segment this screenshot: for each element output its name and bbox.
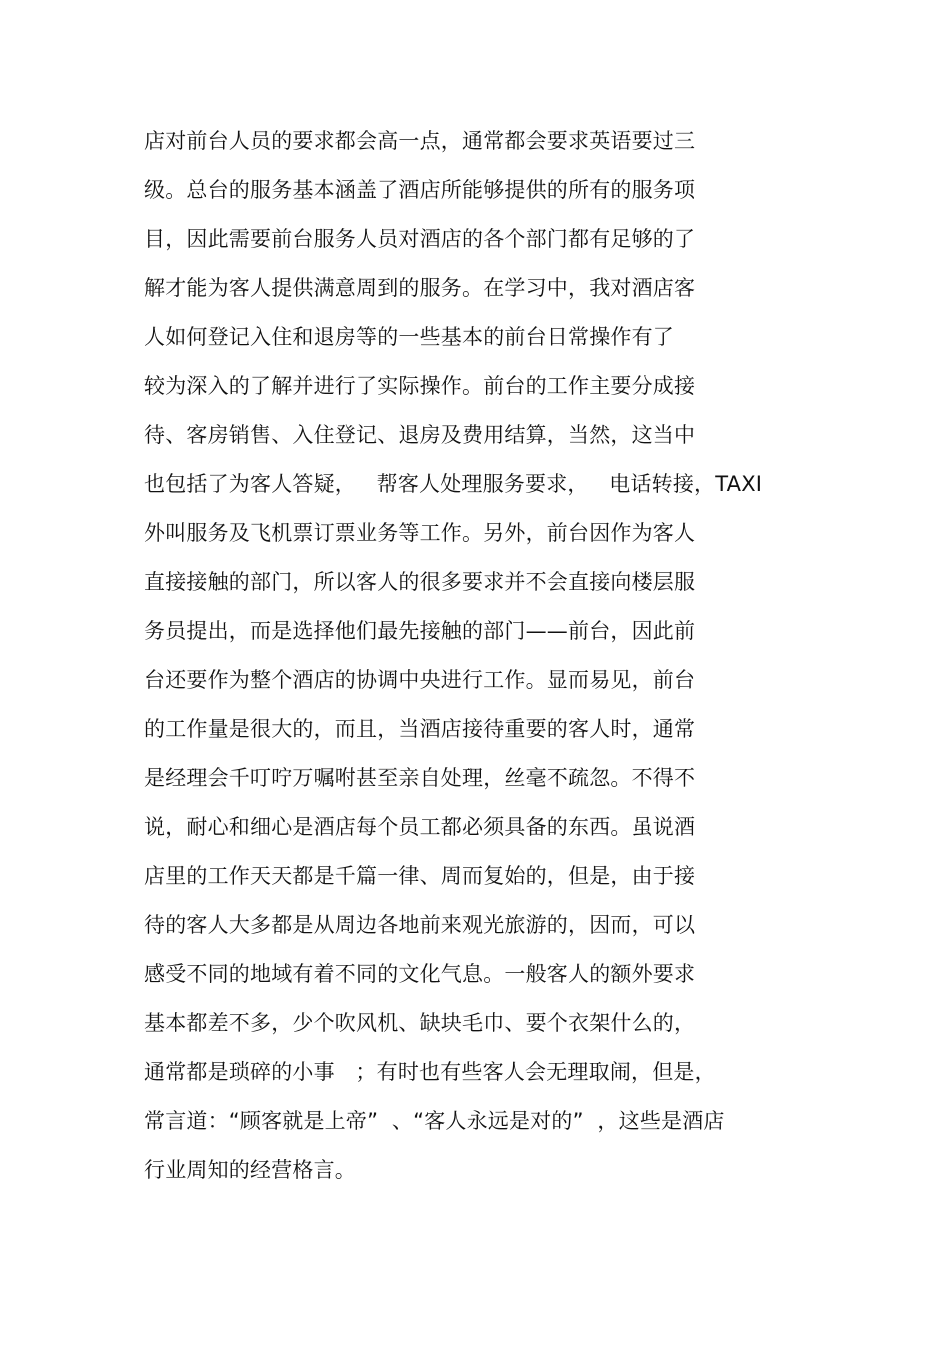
text-line: 待的客人大多都是从周边各地前来观光旅游的，因而，可以 — [144, 913, 696, 937]
text-line: 解才能为客人提供满意周到的服务。在学习中，我对酒店客 — [144, 276, 696, 300]
text-line: 台还要作为整个酒店的协调中央进行工作。显而易见，前台 — [144, 668, 696, 692]
text-line: 通常都是琐碎的小事 ；有时也有些客人会无理取闹，但是， — [144, 1060, 716, 1084]
text-line: 较为深入的了解并进行了实际操作。前台的工作主要分成接 — [144, 374, 696, 398]
text-line: 级。总台的服务基本涵盖了酒店所能够提供的所有的服务项 — [144, 178, 696, 202]
text-line: 外叫服务及飞机票订票业务等工作。另外，前台因作为客人 — [144, 521, 696, 545]
body-text — [144, 122, 864, 1200]
text-line: 目，因此需要前台服务人员对酒店的各个部门都有足够的了 — [144, 227, 696, 251]
text-line: 基本都差不多，少个吹风机、缺块毛巾、要个衣架什么的， — [144, 1011, 696, 1035]
text-line: 说，耐心和细心是酒店每个员工都必须具备的东西。虽说酒 — [144, 815, 696, 839]
text-line: 行业周知的经营格言。 — [144, 1158, 356, 1182]
text-line: 感受不同的地域有着不同的文化气息。一般客人的额外要求 — [144, 962, 696, 986]
text-line: 常言道：“顾客就是上帝” 、“客人永远是对的” ，这些是酒店 — [144, 1109, 725, 1133]
text-line: 的工作量是很大的，而且，当酒店接待重要的客人时，通常 — [144, 717, 696, 741]
text-line: 也包括了为客人答疑， 帮客人处理服务要求， 电话转接，TAXI — [144, 472, 763, 496]
text-line: 人如何登记入住和退房等的一些基本的前台日常操作有了 — [144, 325, 674, 349]
text-line: 直接接触的部门，所以客人的很多要求并不会直接向楼层服 — [144, 570, 696, 594]
text-line: 务员提出，而是选择他们最先接触的部门——前台，因此前 — [144, 619, 696, 643]
text-line: 店里的工作天天都是千篇一律、周而复始的，但是，由于接 — [144, 864, 696, 888]
text-line: 是经理会千叮咛万嘱咐甚至亲自处理，丝毫不疏忽。不得不 — [144, 766, 696, 790]
text-line: 店对前台人员的要求都会高一点，通常都会要求英语要过三 — [144, 129, 696, 153]
text-line: 待、客房销售、入住登记、退房及费用结算，当然，这当中 — [144, 423, 696, 447]
